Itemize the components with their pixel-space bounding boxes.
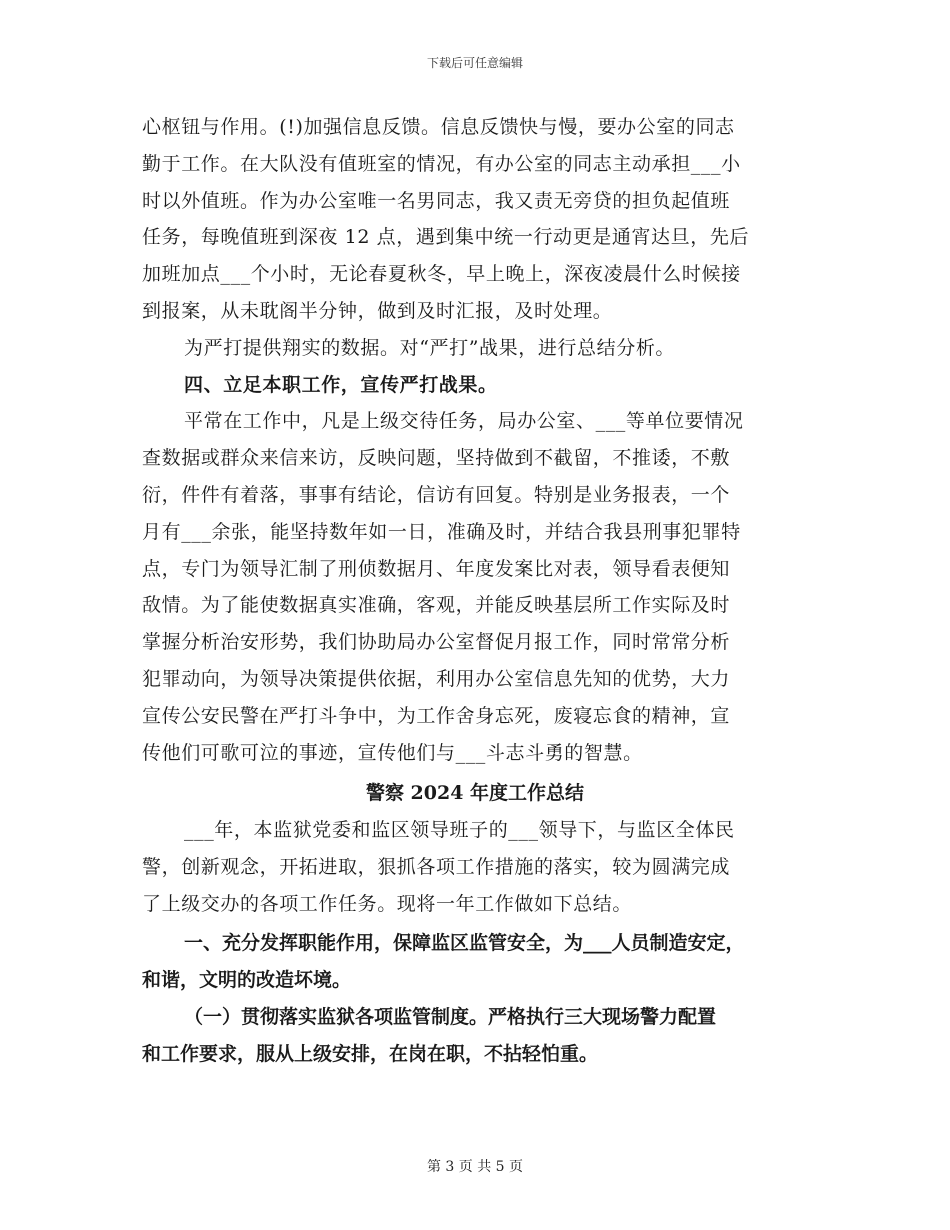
text-line: ___年，本监狱党委和监区领导班子的___领导下，与监区全体民 [184,819,735,842]
subsection-heading: （一）贯彻落实监狱各项监管制度。严格执行三大现场警力配置 [184,1005,717,1028]
section-heading: 四、立足本职工作，宣传严打战果。 [184,373,498,396]
section-heading: 一、充分发挥职能作用，保障监区监管安全，为___人员制造安定， [184,931,745,954]
page-footer: 第 3 页 共 5 页 [426,1159,524,1175]
document-body [142,109,808,1073]
text-line: 敌情。为了能使数据真实准确，客观，并能反映基层所工作实际及时 [142,594,731,617]
document-title: 警察 2024 年度工作总结 [365,782,585,805]
text-line: 加班加点___个小时，无论春夏秋冬，早上晚上，深夜凌晨什么时候接 [142,263,741,286]
text-line: 警，创新观念，开拓进取，狠抓各项工作措施的落实，较为圆满完成 [142,855,731,878]
text-line: 犯罪动向，为领导决策提供依据，利用办公室信息先知的优势，大力 [142,667,731,690]
text-line: 衍，件件有着落，事事有结论，信访有回复。特别是业务报表，一个 [142,483,731,506]
text-line: 任务，每晚值班到深夜 12 点，遇到集中统一行动更是通宵达旦，先后 [142,226,750,249]
text-line: 点，专门为领导汇制了刑侦数据月、年度发案比对表，领导看表便知 [142,557,731,580]
text-line: 到报案，从未耽阁半分钟，做到及时汇报，及时处理。 [142,299,613,322]
text-line: 心枢钮与作用。(!)加强信息反馈。信息反馈快与慢，要办公室的同志 [142,116,735,138]
text-line: 平常在工作中，凡是上级交待任务，局办公室、___等单位要情况 [184,410,744,433]
text-line: 时以外值班。作为办公室唯一名男同志，我又责无旁贷的担负起值班 [142,189,731,212]
text-line: 宣传公安民警在严打斗争中，为工作舍身忘死，废寝忘食的精神，宣 [142,704,731,727]
page-header: 下载后可任意编辑 [426,56,523,70]
text-line: 为严打提供翔实的数据。对“严打”战果，进行总结分析。 [184,336,676,359]
subsection-heading: 和工作要求，服从上级安排，在岗在职，不拈轻怕重。 [142,1042,599,1065]
text-line: 了上级交办的各项工作任务。现将一年工作做如下总结。 [142,892,633,915]
text-line: 传他们可歌可泣的事迹，宣传他们与___斗志斗勇的智慧。 [142,741,643,764]
section-heading: 和谐，文明的改造坏境。 [142,968,352,991]
text-line: 勤于工作。在大队没有值班室的情况，有办公室的同志主动承担___小 [142,152,741,175]
text-line: 掌握分析治安形势，我们协助局办公室督促月报工作，同时常常分析 [142,631,731,654]
text-line: 月有___余张，能坚持数年如一日，准确及时，并结合我县刑事犯罪特 [142,520,741,543]
text-line: 查数据或群众来信来访，反映问题，坚持做到不截留，不推诿，不敷 [142,447,731,470]
